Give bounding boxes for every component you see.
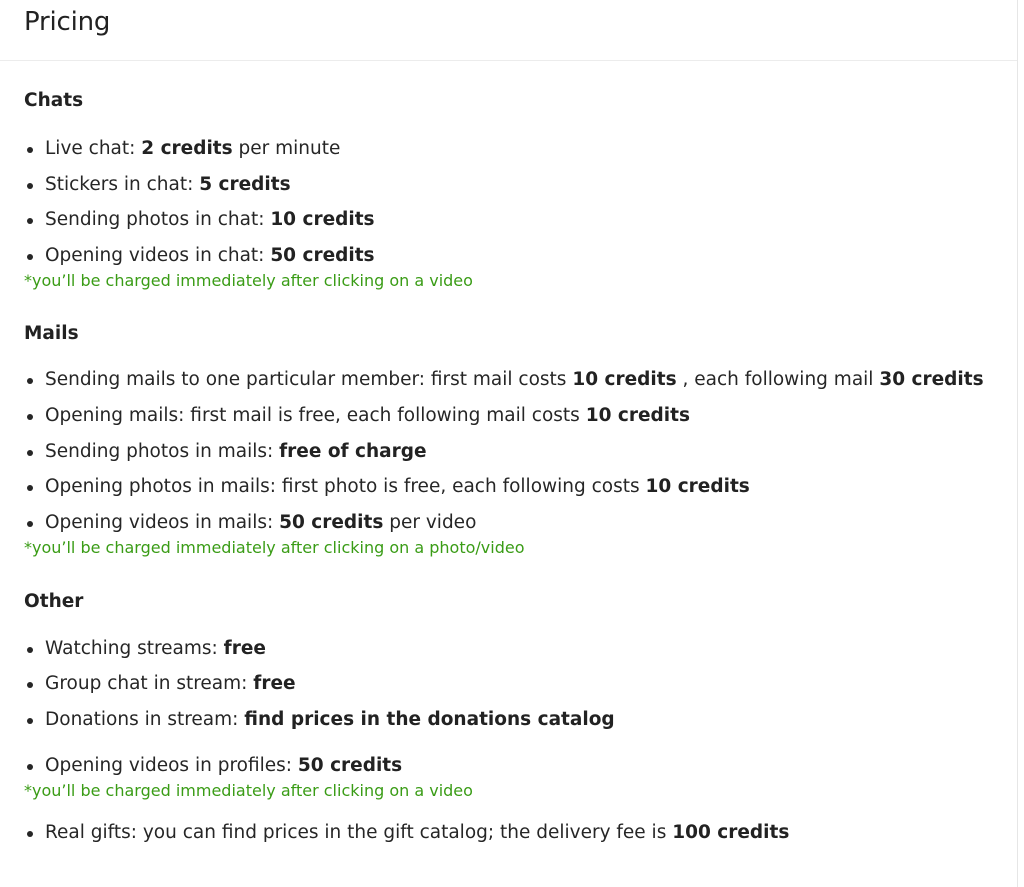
item-text: Stickers in chat: [45,173,200,195]
list-item [24,821,1017,857]
list-item [24,754,1017,780]
item-price: find prices in the donations catalog [244,708,615,730]
item-text: Sending mails to one particular member: first mail costs [45,368,573,390]
item-text: Opening videos in mails: [45,511,280,533]
list-item [24,708,1017,754]
item-text: per video [383,511,477,533]
section-title-other: Other [24,590,84,612]
item-text: Group chat in stream: [45,673,254,694]
item-price: 50 credits [270,244,375,266]
item-price: 100 credits [672,821,790,843]
item-price: 30 credits [879,368,984,390]
item-price: 10 credits [572,368,677,390]
other-list-gifts [24,821,1017,857]
charge-note: *you’ll be charged immediately after clicking on a photo/video [24,537,525,557]
list-item [24,244,1017,270]
item-text: Opening videos in chat: [45,244,271,266]
item-text: Watching streams: [45,637,224,659]
list-item [24,208,1017,244]
section-title-chats: Chats [24,90,84,111]
list-item [24,137,1017,173]
other-list-profiles [24,754,1017,780]
section-other [24,559,1017,857]
item-price: 50 credits [297,754,403,776]
item-price: 50 credits [279,511,384,533]
list-item [24,368,1017,405]
list-item [24,637,1017,673]
item-text: Donations in stream: [45,708,245,730]
charge-note: *you’ll be charged immediately after clicking on a video [24,780,473,800]
chats-list [24,137,1017,270]
pricing-content [0,61,1017,856]
item-price: 10 credits [585,405,690,426]
item-price: 10 credits [645,476,750,497]
item-text: Sending photos in chat: [45,209,271,230]
item-text: Real gifts: you can find prices in the gift catalog; the delivery fee is [45,821,673,843]
item-text: Opening videos in profiles: [45,754,298,776]
section-chats [24,61,1017,292]
other-list [24,637,1017,754]
item-text: , each following mail [676,368,880,390]
list-item [24,404,1017,440]
item-text: Live chat: [45,138,142,159]
page-title: Pricing [24,7,111,37]
charge-note: *you’ll be charged immediately after clicking on a video [24,270,473,290]
item-price: free of charge [279,440,427,462]
item-text: Sending photos in mails: [45,440,280,462]
item-price: 10 credits [270,209,375,230]
list-item [24,475,1017,511]
list-item [24,672,1017,708]
section-mails [24,292,1017,559]
item-price: 2 credits [141,138,233,159]
section-title-mails: Mails [24,322,79,344]
mails-list [24,368,1017,537]
item-text: Opening photos in mails: first photo is free, each following costs [45,476,646,497]
item-price: free [253,673,296,694]
item-text: per minute [232,138,341,159]
page-header [0,0,1017,61]
item-price: 5 credits [199,173,291,195]
item-text: Opening mails: first mail is free, each following mail costs [45,405,586,426]
list-item [24,511,1017,537]
list-item [24,440,1017,476]
list-item [24,173,1017,209]
item-price: free [223,637,266,659]
